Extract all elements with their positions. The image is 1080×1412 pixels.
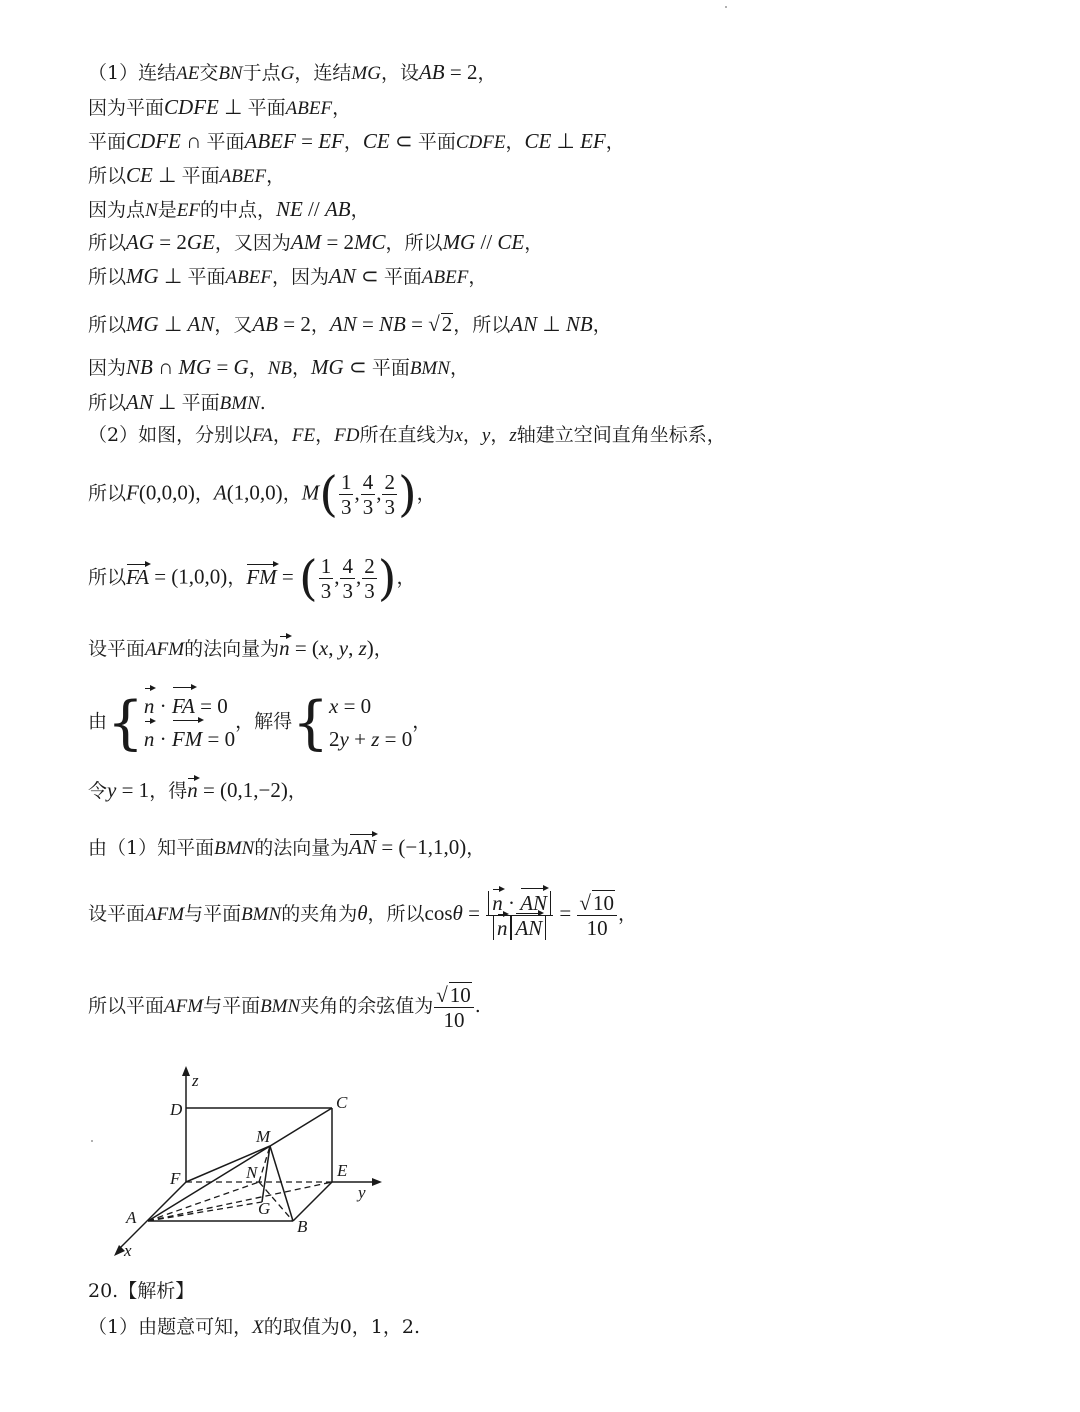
solution-line-2: 所以F(0,0,0)，A(1,0,0)，M( $\frac{1}{3}$ , $\frac{4}{3}$ , $\frac{2}{3}$ )， <box>88 466 436 523</box>
label-M: M <box>256 1127 271 1146</box>
proof-line-4: 所以CE ⊥ 平面ABEF， <box>88 163 286 187</box>
label-y: y <box>358 1183 366 1202</box>
label-N: N <box>246 1163 258 1182</box>
coordinate-figure <box>90 1060 390 1270</box>
solution-line-4: 设平面AFM的法向量为n = (x, y, z)， <box>88 636 393 660</box>
label-F: F <box>170 1169 181 1188</box>
proof-line-1: （1）连结AE交BN于点G，连结MG，设AB = 2， <box>88 60 497 84</box>
line-AG-dashed <box>148 1202 262 1221</box>
edge-BE <box>293 1182 332 1221</box>
label-D: D <box>170 1100 183 1119</box>
solution-line-8: 设平面AFM与平面BMN的夹角为θ，所以cosθ = $\frac{n \cdot AN}{\text{n AN}}$ = $\frac{√10}{10}$ ， <box>88 890 637 941</box>
solution-line-7: 由（1）知平面BMN的法向量为AN = (−1,1,0)， <box>88 835 486 859</box>
proof-line-2: 因为平面CDFE ⊥ 平面ABEF， <box>88 95 352 119</box>
proof-line-10: 所以AN ⊥ 平面BMN. <box>88 390 266 414</box>
label-C: C <box>336 1093 348 1112</box>
label-E: E <box>337 1161 348 1180</box>
line-AC <box>148 1108 332 1221</box>
proof-line-5: 因为点N是EF的中点，NE // AB， <box>88 197 370 221</box>
line-AN-dashed <box>148 1182 259 1221</box>
proof-line-9: 因为NB ∩ MG = G，NB，MG ⊂ 平面BMN， <box>88 355 469 379</box>
label-G: G <box>258 1199 271 1218</box>
edge-MB <box>270 1146 293 1221</box>
solution-line-6: 令y = 1，得n = (0,1,−2)， <box>88 778 307 802</box>
solution-line-5: 由{ n · FA = 0 n · FM = 0 ，解得{ x = 0 2y + z = 0 ， <box>88 688 432 757</box>
solution-line-9: 所以平面AFM与平面BMN夹角的余弦值为 $\frac{√10}{10}$ . <box>88 983 481 1033</box>
proof-line-7: 所以MG ⊥ 平面ABEF，因为AN ⊂ 平面ABEF， <box>88 264 488 288</box>
edge-FM <box>186 1146 270 1182</box>
label-z: z <box>192 1071 199 1090</box>
proof-line-6: 所以AG = 2GE，又因为AM = 2MC，所以MG // CE， <box>88 230 544 254</box>
scan-speck <box>725 6 727 8</box>
z-axis-arrow <box>182 1066 190 1076</box>
q20-heading: 20.【解析】 <box>88 1280 195 1302</box>
y-axis-arrow <box>372 1178 382 1186</box>
label-x: x <box>124 1241 132 1260</box>
proof-line-3: 平面CDFE ∩ 平面ABEF = EF，CE ⊂ 平面CDFE，CE ⊥ EF， <box>88 129 625 153</box>
q20-line-1: （1）由题意可知，X的取值为0，1，2. <box>88 1316 421 1338</box>
solution-line-1: （2）如图，分别以FA，FE，FD所在直线为x，y，z轴建立空间直角坐标系， <box>88 424 726 446</box>
label-B: B <box>297 1217 308 1236</box>
proof-line-8: 所以MG ⊥ AN，又AB = 2，AN = NB = √2，所以AN ⊥ NB， <box>88 312 612 336</box>
solution-line-3: 所以FA = (1,0,0)，FM = ( $\frac{1}{3}$ , $\frac{4}{3}$ , $\frac{2}{3}$ )， <box>88 550 416 607</box>
label-A: A <box>126 1208 137 1227</box>
